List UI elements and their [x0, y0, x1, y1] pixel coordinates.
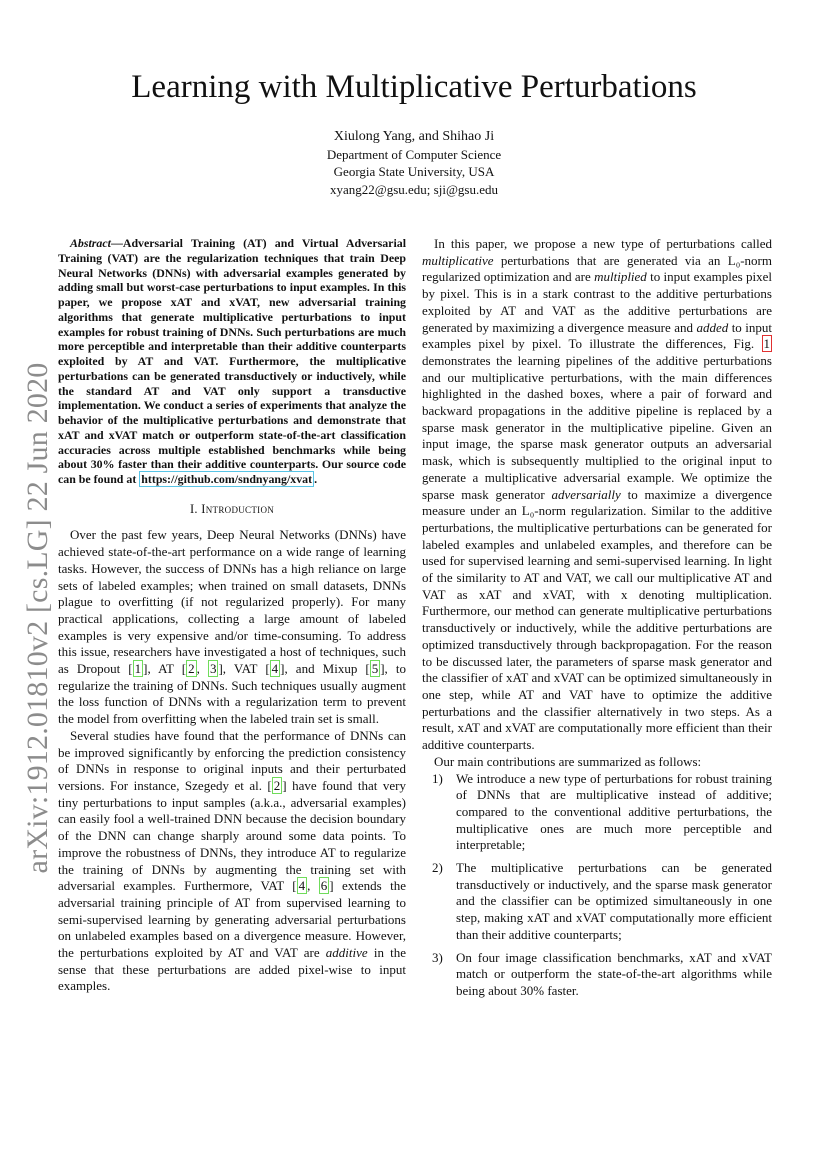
citation-link[interactable]: 2 — [188, 661, 195, 677]
list-item — [432, 949, 772, 1000]
paragraph-text: Several studies have found that the performance of DNNs can be improved significantly by enforcing the prediction consistency of DNNs in response to original inputs and their perturbated versions. For instance, Szegedy et al. [ — [58, 727, 406, 793]
right-column — [422, 236, 772, 1006]
emphasis: added — [696, 319, 729, 335]
contributions-list — [422, 771, 772, 1000]
citation-link[interactable]: 2 — [273, 778, 281, 793]
intro-paragraph-3 — [422, 236, 772, 754]
author-block — [0, 128, 828, 198]
left-column — [58, 236, 406, 995]
paragraph-text: in the sense that these perturbations are added pixel-wise to input examples. — [58, 945, 406, 994]
citation-link[interactable]: 4 — [298, 878, 306, 894]
intro-paragraph-2 — [58, 728, 406, 995]
section-title: Introduction — [201, 501, 275, 516]
paragraph-text: to input examples pixel by pixel. This is in a stark contrast to the additive perturbations exploited by AT and VAT as the additive perturbations are generated by maximizing a divergence measure and — [422, 269, 773, 335]
section-heading-introduction — [58, 501, 406, 518]
abstract — [58, 236, 406, 487]
paragraph-text: ], and Mixup [ — [280, 661, 370, 677]
citation-link[interactable]: 1 — [134, 661, 142, 677]
contributions-intro: Our main contributions are summarized as follows: — [434, 753, 702, 769]
paragraph-text: , — [307, 878, 319, 894]
list-item-text: On four image classification benchmarks, xAT and xVAT match or outperform the state-of-the-art algorithms while being about 30% faster. — [456, 949, 772, 998]
list-item — [432, 770, 772, 855]
emphasis: multiplied — [594, 269, 647, 285]
emphasis: adversarially — [551, 486, 621, 502]
paragraph-text: ], VAT [ — [218, 661, 270, 677]
paragraph-text: In this paper, we propose a new type of perturbations called — [434, 236, 772, 251]
author-university: Georgia State University, USA — [333, 164, 495, 180]
section-number: I. — [189, 501, 202, 516]
paper-title: Learning with Multiplicative Perturbations — [131, 69, 697, 105]
abstract-lead: Abstract — [70, 236, 111, 250]
list-item-text: The multiplicative perturbations can be generated transductively or inductively, and the sparse mask generator and the classifier can be optimized simultaneously in one step, making xAT and xVAT computationally more efficient than their additive counterparts; — [456, 860, 772, 942]
list-number: 2. 2) — [432, 860, 443, 876]
arxiv-identifier-stamp: arXiv:1912.01810v2 [cs.LG] 22 Jun 2020 — [21, 362, 54, 874]
citation-link[interactable]: 6 — [320, 878, 328, 894]
author-emails: xyang22@gsu.edu; sji@gsu.edu — [329, 181, 499, 197]
abstract-end: . — [314, 472, 318, 486]
citation-link[interactable]: 5 — [371, 661, 379, 677]
figure-reference-link[interactable]: 1 — [763, 336, 770, 352]
paragraph-text: , — [196, 661, 208, 677]
paragraph-text: ], AT [ — [143, 661, 187, 677]
paragraph-text: ] extends the adversarial training principle of AT from supervised learning to semi-supervised learning by generating adversarial perturbations on unlabeled examples based on a divergence measure. However, the perturbations exploited by AT and VAT are — [58, 878, 407, 961]
citation-link[interactable]: 3 — [209, 661, 217, 677]
source-code-link[interactable]: https://github.com/sndnyang/xvat — [141, 472, 313, 486]
intro-paragraph-1 — [58, 527, 406, 727]
paragraph-text: ] have found that very tiny perturbations to input samples (a.k.a., adversarial examples) can easily fool a well-trained DNN because the decision boundary of the DNN can change sharply around some data points. To improve the robustness of DNNs, they introduce AT to regularize the training of DNNs by augmenting the training set with adversarial examples. Furthermore, VAT [ — [58, 778, 406, 894]
paragraph-text: perturbations that are generated via an L₀-norm regularized optimization and are — [422, 252, 772, 285]
paragraph-text: Over the past few years, Deep Neural Networks (DNNs) have achieved state-of-the-art performance on a wide range of learning tasks. However, the success of DNNs has a high reliance on large sets of labeled examples; when trained on small datasets, DNNs plague to overfitting (if not regularized properly). For many practical applications, collecting a large amount of labeled examples is very expensive and/or time-consuming. To address this issue, researchers have investigated a host of techniques, such as Dropout [ — [58, 527, 406, 677]
paragraph-text: demonstrates the learning pipelines of the additive perturbations and our multiplicative perturbations, with the main differences highlighted in the dashed boxes, where a pair of forward and backward propagations in the additive pipeline is replaced by a sparse mask generator in the multiplicative pipeline. Given an input image, the sparse mask generator outputs an adversarial mask, which is subsequently multiplied to the original input to generate a multiplicative adversarial example. We optimize the sparse mask generator — [422, 352, 772, 502]
emphasis: multiplicative — [422, 252, 494, 268]
abstract-text: —Adversarial Training (AT) and Virtual Adversarial Training (VAT) are the regularization techniques that train Deep Neural Networks (DNNs) with adversarial examples generated by adding small but worst-case perturbations to input examples. In this paper, we propose xAT and xVAT, new adversarial training algorithms that generate multiplicative perturbations to input examples for robust training of DNNs. Such perturbations are much more perceptible and interpretable than their additive counterparts exploited by AT and VAT. Furthermore, the multiplicative perturbations can be generated transductively or inductively, while the standard AT and VAT only support a transductive implementation. We conduct a series of experiments that analyze the behavior of the multiplicative perturbations and demonstrate that xAT and xVAT match or outperform state-of-the-art classification accuracies across multiple established benchmarks while being about 30% faster than their additive counterparts. Our source code can be found at — [58, 236, 406, 486]
citation-link[interactable]: 4 — [271, 661, 279, 677]
paragraph-text: ], to regularize the training of DNNs. Such techniques usually augment the loss function of DNNs with a regularization term to prevent the model from overfitting when the labeled train set is small. — [58, 661, 406, 727]
emphasis: additive — [325, 945, 368, 961]
author-department: Department of Computer Science — [326, 146, 502, 162]
list-item-text: We introduce a new type of perturbations for robust training of DNNs that are multiplicative instead of additive; compared to the conventional additive perturbations, the multiplicative ones are much more perceptible and interpretable; — [456, 770, 772, 853]
paragraph-text: to input examples pixel by pixel. To illustrate the differences, Fig. — [422, 319, 772, 352]
list-item — [432, 860, 772, 944]
list-number: 1. 1) — [432, 770, 443, 786]
author-names: Xiulong Yang, and Shihao Ji — [333, 129, 495, 144]
list-number: 3. 3) — [432, 949, 443, 965]
paragraph-text: to maximize a divergence measure under an L₀-norm regularization. Similar to the additive perturbations, the multiplicative perturbations can be generated for labeled examples and unlabeled examples, and therefore can be used for supervised learning and semi-supervised learning. In light of the similarity to AT and VAT, we call our multiplicative AT and VAT as xAT and xVAT, with x denoting multiplication. Furthermore, our method can generate multiplicative perturbations transductively or inductively, while the additive perturbations are optimized transductively through backpropagation. For the reason to be discussed later, the parameters of sparse mask generator and the classifier of xAT and xVAT can be optimized simultaneously in one step, while AT and VAT have to optimize the additive perturbations and the classifier alternatively in two steps. As a result, xAT and xVAT are computationally more efficient than their additive counterparts. — [422, 486, 772, 753]
